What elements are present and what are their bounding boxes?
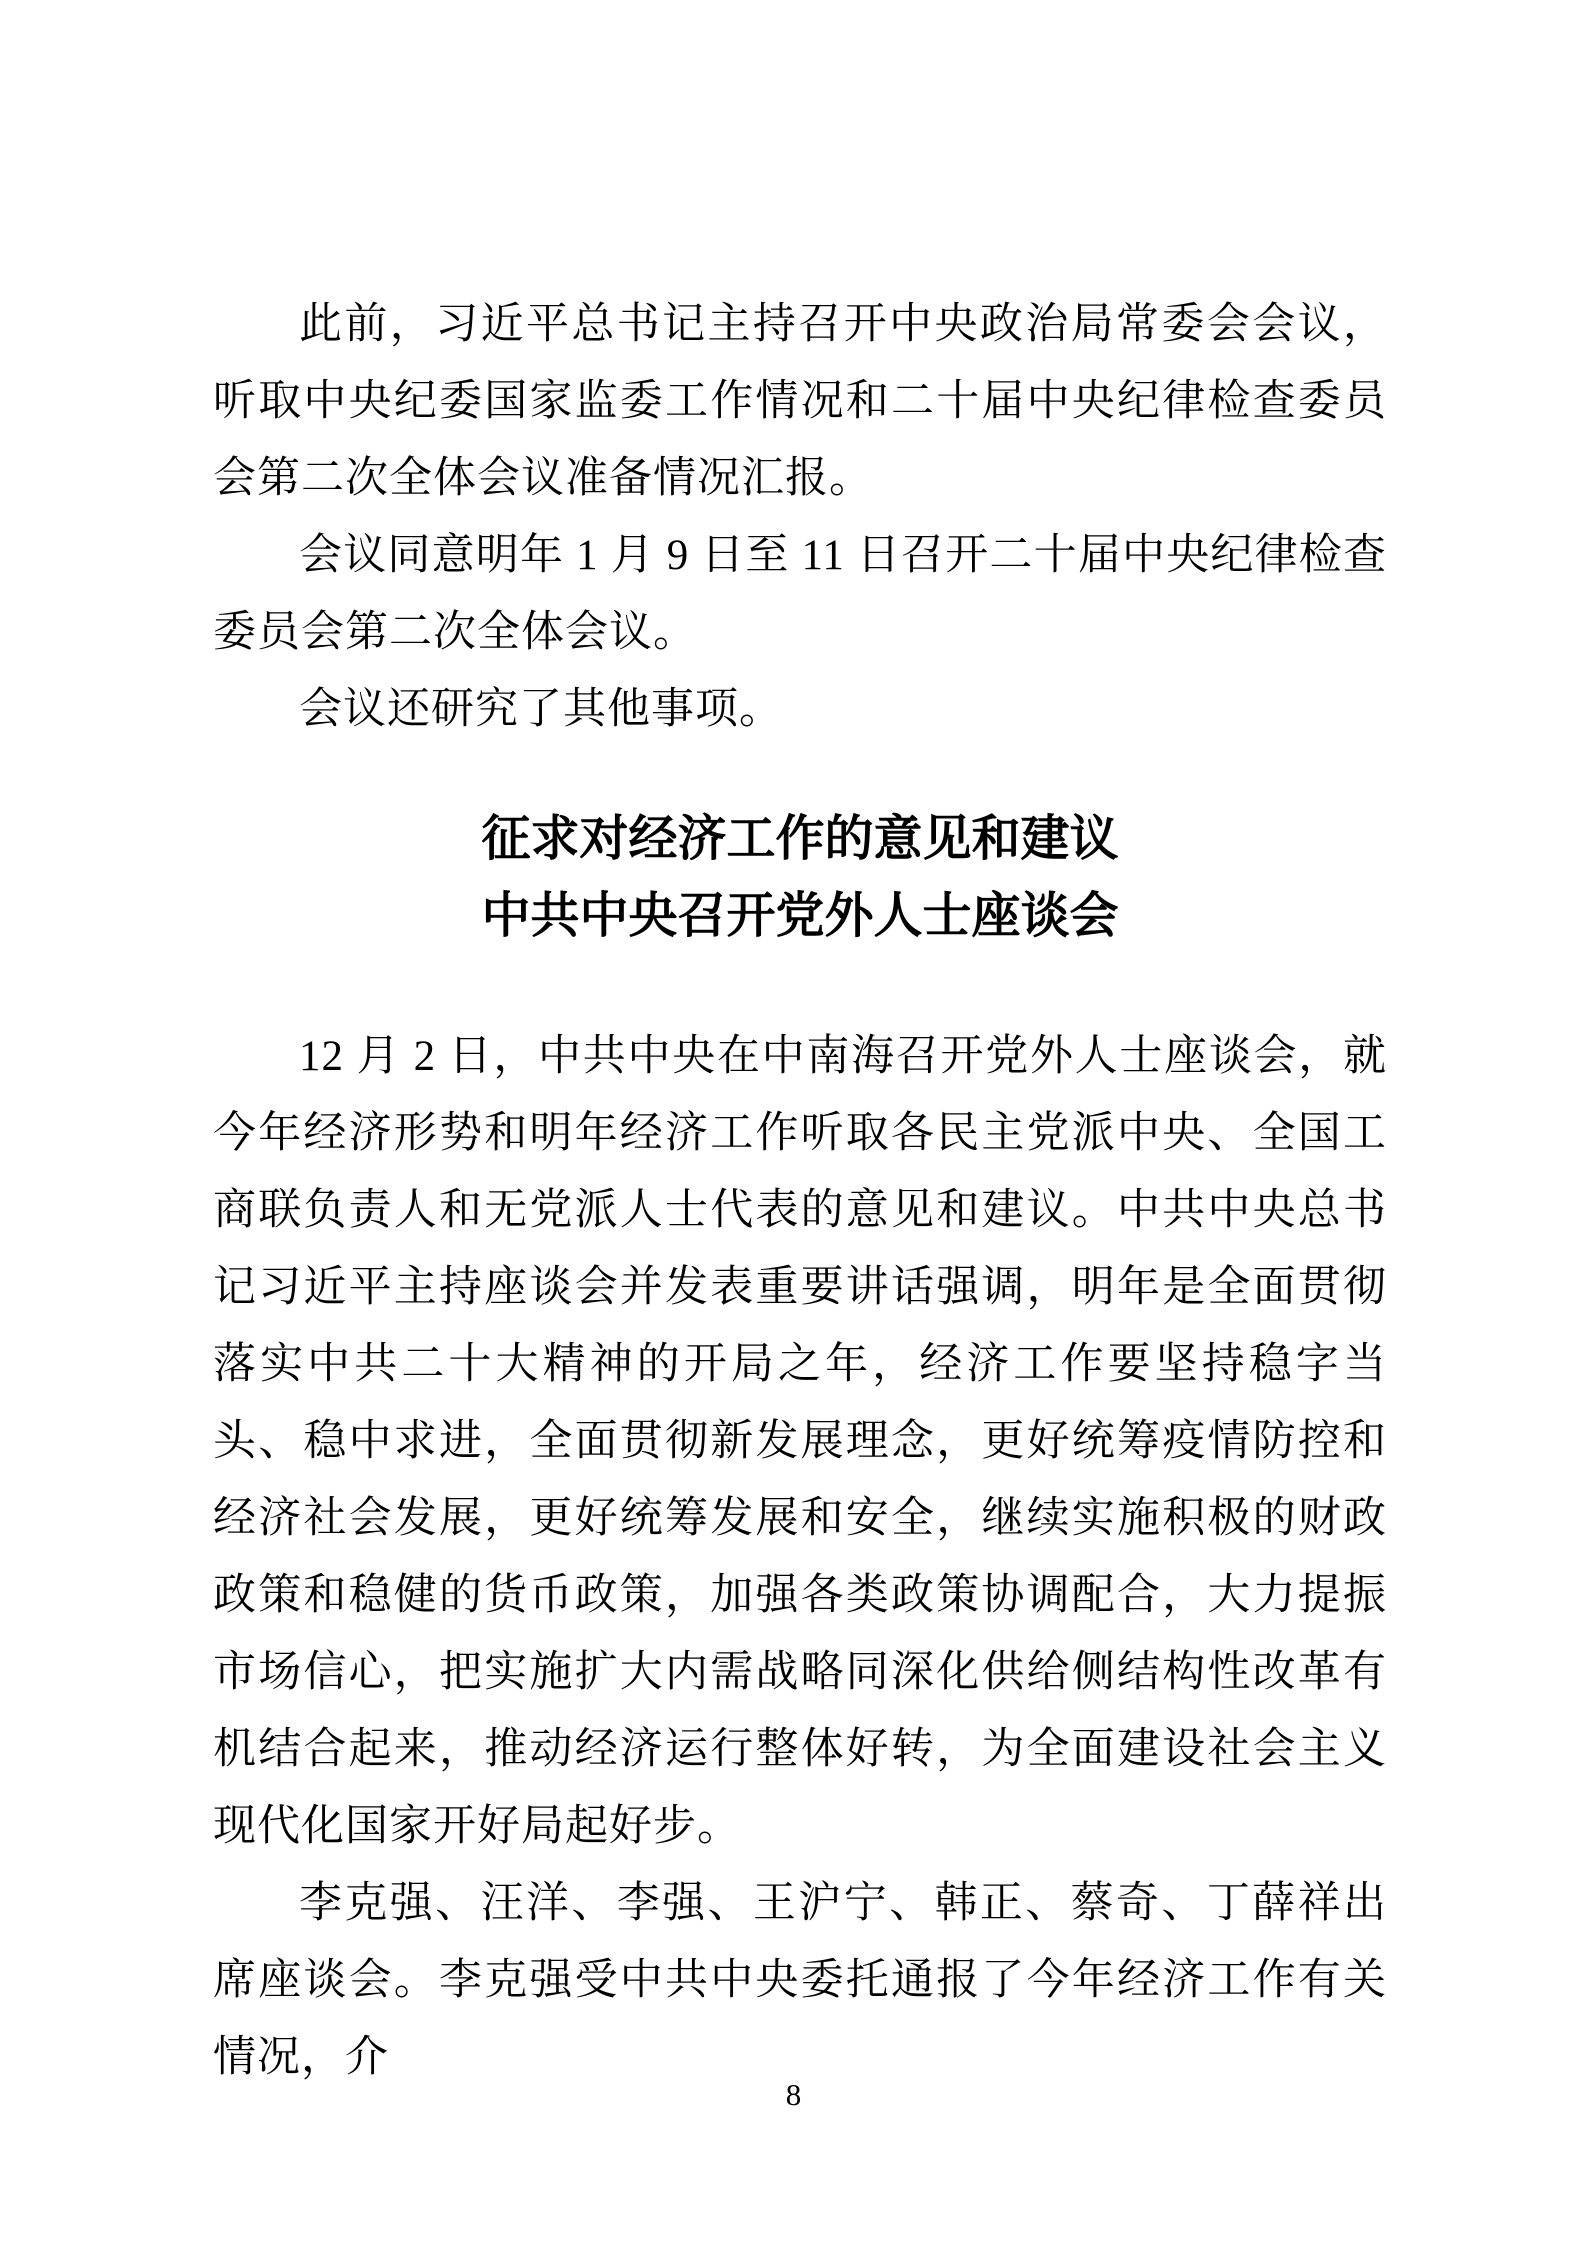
paragraph-politburo-briefing: 此前，习近平总书记主持召开中央政治局常委会会议，听取中央纪委国家监委工作情况和二十届中央纪律检查委员会第二次全体会议准备情况汇报。 (213, 301, 1387, 502)
page-content (213, 286, 1387, 2096)
paragraph-other-matters: 会议还研究了其他事项。 (299, 686, 783, 733)
page-number: 8 (785, 2077, 802, 2112)
article-title-line-1: 征求对经济工作的意见和建议 (481, 812, 1119, 866)
paragraph-symposium-report: 12 月 2 日，中共中央在中南海召开党外人士座谈会，就今年经济形势和明年经济工作听取各民主党派中央、全国工商联负责人和无党派人士代表的意见和建议。中共中央总书记习近平主持座谈会并发表重要讲话强调，明年是全面贯彻落实中共二十大精神的开局之年，经济工作要坚持稳字当头、稳中求进，全面贯彻新发展理念，更好统筹疫情防控和经济社会发展，更好统筹发展和安全，继续实施积极的财政政策和稳健的货币政策，加强各类政策协调配合，大力提振市场信心，把实施扩大内需战略同深化供给侧结构性改革有机结合起来，推动经济运行整体好转，为全面建设社会主义现代化国家开好局起好步。 (213, 1033, 1387, 1850)
paragraph-attendees: 李克强、汪洋、李强、王沪宁、韩正、蔡奇、丁薛祥出席座谈会。李克强受中共中央委托通报了今年经济工作有关情况，介 (213, 1880, 1387, 2081)
article-title (213, 801, 1387, 955)
paragraph-plenary-session-dates: 会议同意明年 1 月 9 日至 11 日召开二十届中央纪律检查委员会第二次全体会议。 (213, 532, 1387, 656)
article-title-line-2: 中共中央召开党外人士座谈会 (481, 889, 1119, 943)
